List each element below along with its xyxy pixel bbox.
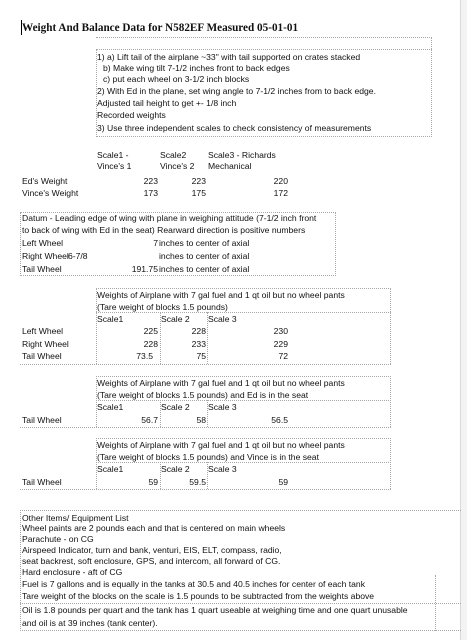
cell-gridline — [20, 427, 391, 428]
procedure-line: b) Make wing tilt 7-1/2 inches front to back edges — [103, 63, 290, 73]
cell-value: 59 — [148, 477, 158, 487]
cell-gridline — [20, 510, 21, 631]
cell-value: 59.5 — [189, 477, 206, 487]
procedure-line: c) put each wheel on 3-1/2 inch blocks — [103, 74, 250, 84]
page-edge — [460, 0, 467, 640]
scale1-subheader: Vince's 1 — [97, 161, 132, 171]
note-line: Wheel paints are 2 pounds each and that is centered on main wheels — [22, 523, 286, 533]
cell-gridline — [390, 288, 391, 364]
row-label: Left Wheel — [22, 238, 64, 248]
cell-value: 175 — [191, 188, 206, 198]
scale1-header: Scale1 - — [97, 150, 129, 160]
cell-value: 58 — [196, 415, 206, 425]
cell-value: 228 — [191, 326, 206, 336]
note-line: Oil is 1.8 pounds per quart and the tank has 1 quart useable at weighing time and one quart unusable — [22, 605, 408, 615]
row-label: Ed's Weight — [22, 176, 68, 186]
column-header: Scale 3 — [208, 402, 237, 412]
row-label: Left Wheel — [22, 326, 64, 336]
scale3-subheader: Mechanical — [208, 161, 252, 171]
procedure-line: Adjusted tail height to get +- 1/8 inch — [97, 98, 237, 108]
section-heading: Weights of Airplane with 7 gal fuel and 1 qt oil but no wheel pants — [97, 440, 345, 450]
note-line: Airspeed Indicator, turn and bank, venturi, EIS, ELT, compass, radio, — [22, 545, 282, 555]
cell-value: 233 — [191, 339, 206, 349]
cell-value: 228 — [143, 339, 158, 349]
row-label: Vince's Weight — [22, 188, 79, 198]
note-line: and oil is at 39 inches (tank center). — [22, 618, 158, 628]
note-line: seat backrest, soft enclosure, GPS, and intercom, all forward of CG. — [22, 556, 281, 566]
column-header: Scale1 — [97, 402, 124, 412]
note-line: Other Items/ Equipment List — [22, 513, 129, 523]
note-line: Tare weight of the blocks on the scale is 1.5 pounds to be subtracted from the weights above — [22, 591, 375, 601]
cell-value: 223 — [191, 176, 206, 186]
procedure-line: Recorded weights — [97, 110, 166, 120]
cell-gridline — [435, 575, 436, 631]
cell-value: 223 — [143, 176, 158, 186]
cell-gridline — [335, 212, 336, 276]
cell-value: 7 — [153, 238, 158, 248]
cell-value: 229 — [273, 339, 288, 349]
note-line: Fuel is 7 gallons and is equally in the tanks at 30.5 and 40.5 inches for center of each tank — [22, 579, 366, 589]
cell-value: 191.75 — [131, 264, 158, 274]
cell-gridline — [431, 37, 432, 137]
cell-gridline — [20, 364, 391, 365]
cell-value: 73.5 — [136, 351, 153, 361]
cell-gridline — [20, 489, 391, 490]
cell-gridline — [20, 630, 461, 631]
cell-value: 56.7 — [141, 415, 158, 425]
cell-gridline — [20, 603, 461, 604]
procedure-line: 2) With Ed in the plane, set wing angle to 7-1/2 inches from to back edge. — [97, 86, 376, 96]
note-line: Hard enclosure - aft of CG — [22, 567, 123, 577]
cell-value: 172 — [273, 188, 288, 198]
cell-gridline — [96, 288, 391, 289]
cell-value: 75 — [196, 351, 206, 361]
procedure-line: 1) a) Lift tail of the airplane ~33" with tail supported on crates stacked — [97, 52, 361, 62]
cell-gridline — [96, 37, 432, 38]
cell-text: inches to center of axial — [159, 251, 250, 261]
cell-gridline — [20, 510, 461, 511]
column-header: Scale 3 — [208, 314, 237, 324]
cell-text: inches to center of axial — [159, 238, 250, 248]
cell-gridline — [390, 376, 391, 427]
cell-gridline — [96, 312, 391, 313]
row-label: Right Wheel — [22, 251, 69, 261]
note-line: Parachute - on CG — [22, 534, 94, 544]
cell-value: 230 — [273, 326, 288, 336]
cell-value: 59 — [278, 477, 288, 487]
section-heading: Weights of Airplane with 7 gal fuel and 1 qt oil but no wheel pants — [97, 378, 345, 388]
column-header: Scale 2 — [161, 314, 190, 324]
page-title: Weight And Balance Data for N582EF Measured 05-01-01 — [22, 22, 299, 34]
procedure-line: 3) Use three independent scales to check consistency of measurements — [97, 123, 372, 133]
cell-gridline — [96, 136, 432, 137]
column-header: Scale 3 — [208, 464, 237, 474]
cell-gridline — [390, 438, 391, 489]
cell-value: 72 — [278, 351, 288, 361]
column-header: Scale 2 — [161, 464, 190, 474]
cell-value: 220 — [273, 176, 288, 186]
column-header: Scale1 — [97, 464, 124, 474]
column-header: Scale 2 — [161, 402, 190, 412]
cell-gridline — [20, 275, 336, 276]
cell-gridline — [20, 212, 21, 276]
cell-gridline — [96, 400, 391, 401]
row-label: Tail Wheel — [22, 477, 62, 487]
scale3-header: Scale3 - Richards — [208, 150, 276, 160]
row-label: Right Wheel — [22, 339, 69, 349]
row-label: Tail Wheel — [22, 264, 62, 274]
scale2-header: Scale2 — [160, 150, 187, 160]
cell-gridline — [96, 438, 391, 439]
section-heading: (Tare weight of blocks 1.5 pounds) and Ed is in the seat — [97, 390, 309, 400]
column-header: Scale1 — [97, 314, 124, 324]
cell-gridline — [96, 376, 391, 377]
section-heading: (Tare weight of blocks 1.5 pounds) — [97, 302, 228, 312]
cell-value: 6-7/8 — [68, 251, 88, 261]
cell-text: inches to center of axial — [159, 264, 250, 274]
cell-gridline — [96, 49, 432, 50]
cell-value: 56.5 — [271, 415, 288, 425]
section-heading: Weights of Airplane with 7 gal fuel and 1 qt oil but no wheel pants — [97, 290, 345, 300]
cell-value: 173 — [143, 188, 158, 198]
row-label: Tail Wheel — [22, 415, 62, 425]
cell-value: 225 — [143, 326, 158, 336]
datum-text: Datum - Leading edge of wing with plane in weighing attitude (7-1/2 inch front — [22, 213, 317, 223]
datum-text: to back of wing with Ed in the seat) Rearward direction is positive numbers — [22, 225, 306, 235]
cell-gridline — [96, 462, 391, 463]
section-heading: (Tare weight of blocks 1.5 pounds) and Vince is in the seat — [97, 452, 319, 462]
row-label: Tail Wheel — [22, 351, 62, 361]
scale2-subheader: Vince's 2 — [160, 161, 195, 171]
